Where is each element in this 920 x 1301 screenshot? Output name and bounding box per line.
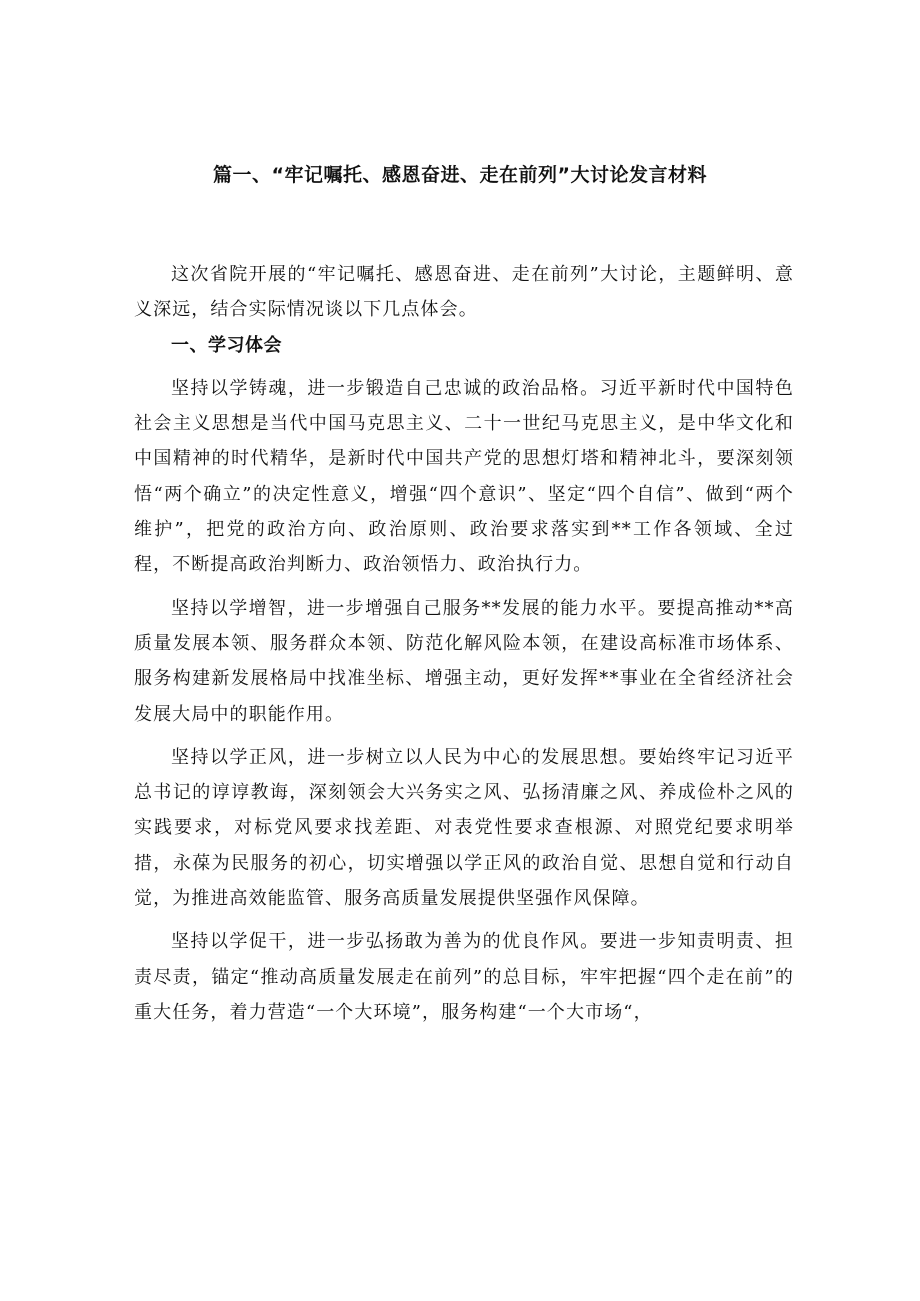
document-body	[134, 257, 794, 1030]
paragraph-style: 坚持以学正风，进一步树立以人民为中心的发展思想。要始终牢记习近平总书记的谆谆教诲，深刻领会大兴务实之风、弘扬清廉之风、养成俭朴之风的实践要求，对标党风要求找差距、对表党性要求查根源、对照党纪要求明举措，永葆为民服务的初心，切实增强以学正风的政治自觉、思想自觉和行动自觉，为推进高效能监管、服务高质量发展提供坚强作风保障。	[134, 746, 794, 910]
paragraph-soul: 坚持以学铸魂，进一步锻造自己忠诚的政治品格。习近平新时代中国特色社会主义思想是当代中国马克思主义、二十一世纪马克思主义，是中华文化和中国精神的时代精华，是新时代中国共产党的思想灯塔和精神北斗，要深刻领悟“两个确立”的决定性意义，增强“四个意识”、坚定“四个自信”、做到“两个维护”，把党的政治方向、政治原则、政治要求落实到**工作各领域、全过程，不断提高政治判断力、政治领悟力、政治执行力。	[134, 377, 794, 576]
intro-paragraph: 这次省院开展的“牢记嘱托、感恩奋进、走在前列”大讨论，主题鲜明、意义深远，结合实际情况谈以下几点体会。	[134, 264, 794, 321]
section-heading-study: 一、学习体会	[171, 334, 282, 356]
paragraph-action: 坚持以学促干，进一步弘扬敢为善为的优良作风。要进一步知责明责、担责尽责，锚定“推动高质量发展走在前列”的总目标，牢牢把握“四个走在前”的重大任务，着力营造“一个大环境”，服务构建“一个大市场“，	[134, 931, 794, 1023]
paragraph-wisdom: 坚持以学增智，进一步增强自己服务**发展的能力水平。要提高推动**高质量发展本领、服务群众本领、防范化解风险本领，在建设高标准市场体系、服务构建新发展格局中找准坐标、增强主动，更好发挥**事业在全省经济社会发展大局中的职能作用。	[134, 597, 794, 725]
document-title: 篇一、“牢记嘱托、感恩奋进、走在前列”大讨论发言材料	[213, 164, 707, 186]
